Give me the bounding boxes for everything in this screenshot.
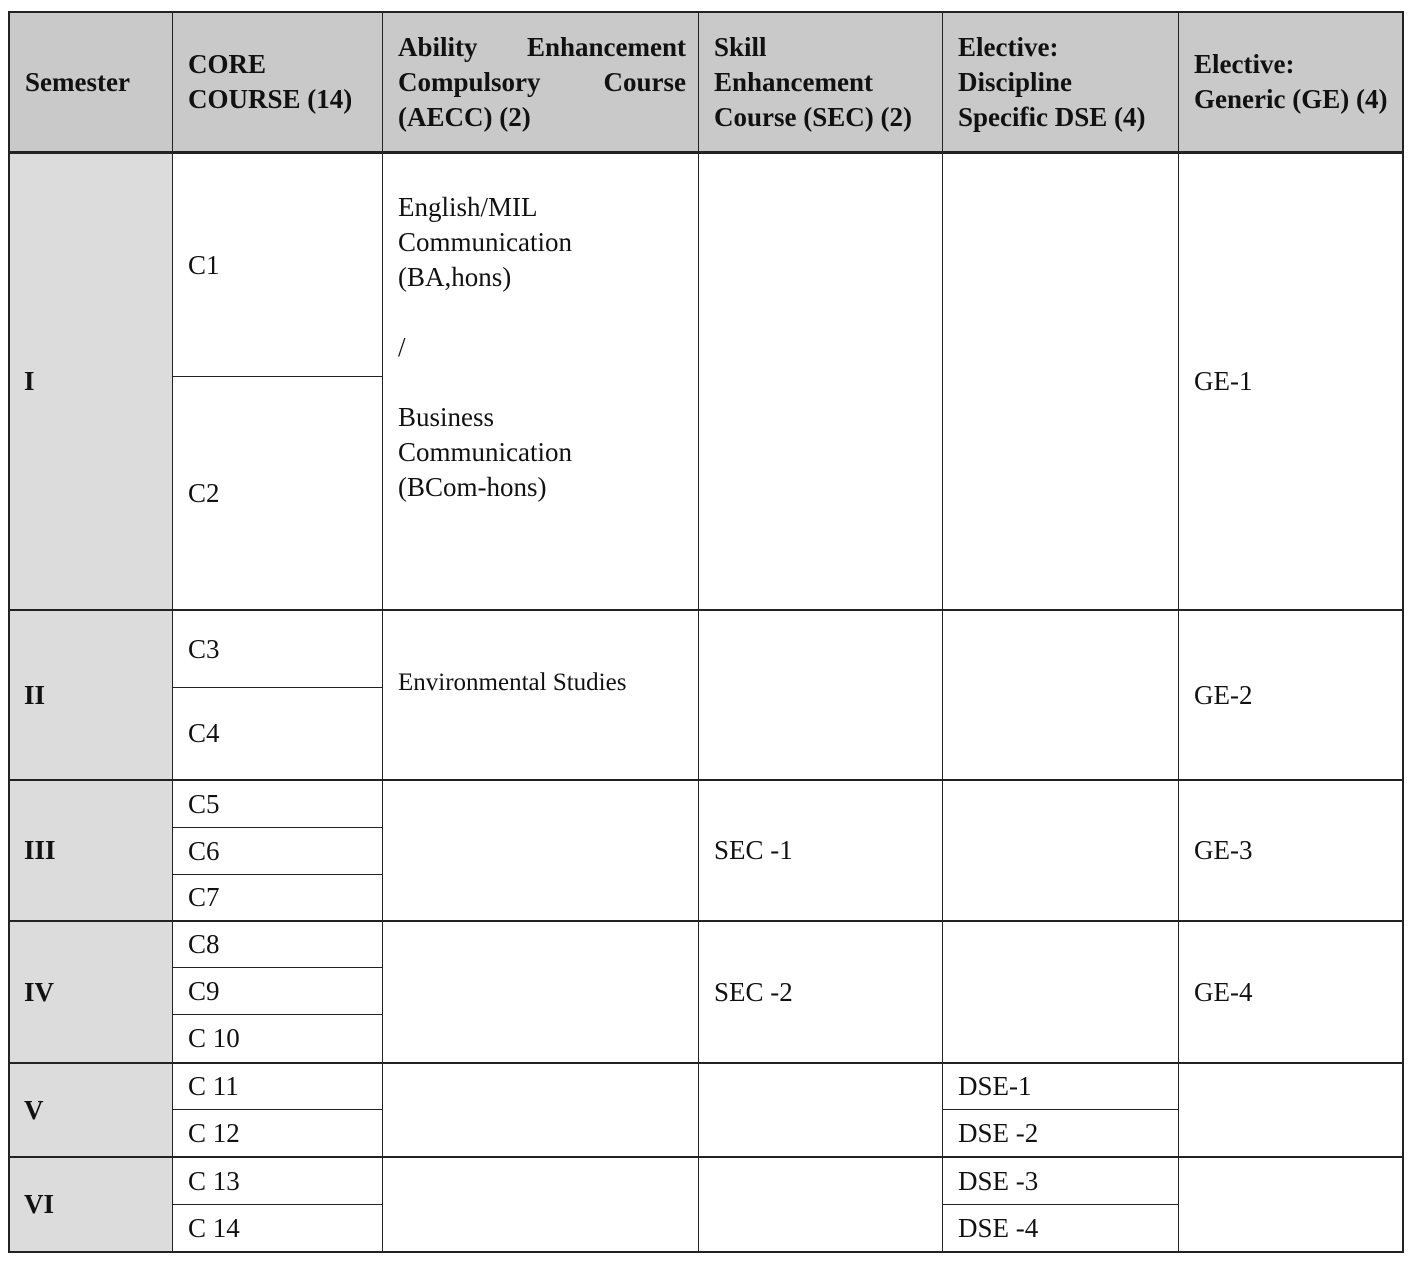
semester-cell-6: VI <box>8 1158 173 1253</box>
core-course-cell: C9 <box>173 968 383 1015</box>
semester-cell-1: I <box>8 154 173 611</box>
ge-cell: GE-1 <box>1179 154 1404 611</box>
core-course-cell: C 11 <box>173 1064 383 1110</box>
dse-cell-empty <box>943 922 1179 1064</box>
core-course-cell: C 12 <box>173 1110 383 1158</box>
semester-cell-4: IV <box>8 922 173 1064</box>
sec-cell-empty <box>699 154 943 611</box>
aecc-text-line: Business <box>398 402 495 432</box>
aecc-text-line: (BA,hons) <box>398 262 512 292</box>
header-dse: Elective: Discipline Specific DSE (4) <box>943 11 1179 154</box>
ge-cell: GE-3 <box>1179 781 1404 922</box>
header-ge: Elective: Generic (GE) (4) <box>1179 11 1404 154</box>
aecc-cell-empty <box>383 1158 699 1253</box>
header-sec: Skill Enhancement Course (SEC) (2) <box>699 11 943 154</box>
dse-cell: DSE -2 <box>943 1110 1179 1158</box>
sec-cell-empty <box>699 1158 943 1253</box>
core-course-cell: C3 <box>173 611 383 688</box>
aecc-cell-empty <box>383 781 699 922</box>
core-course-cell: C 13 <box>173 1158 383 1205</box>
ge-cell-empty <box>1179 1064 1404 1158</box>
dse-cell-empty <box>943 611 1179 781</box>
aecc-cell-empty <box>383 1064 699 1158</box>
aecc-text-line: English/MIL <box>398 192 538 222</box>
sec-cell-empty <box>699 611 943 781</box>
header-aecc: Ability Enhancement Compulsory Course (AECC) (2) <box>383 11 699 154</box>
dse-cell: DSE -4 <box>943 1205 1179 1253</box>
sec-cell: SEC -2 <box>699 922 943 1064</box>
semester-cell-3: III <box>8 781 173 922</box>
aecc-text-line: (BCom-hons) <box>398 472 547 502</box>
sec-cell: SEC -1 <box>699 781 943 922</box>
dse-cell-empty <box>943 781 1179 922</box>
ge-cell: GE-4 <box>1179 922 1404 1064</box>
semester-cell-5: V <box>8 1064 173 1158</box>
dse-cell: DSE-1 <box>943 1064 1179 1110</box>
sec-cell-empty <box>699 1064 943 1158</box>
core-course-cell: C1 <box>173 154 383 377</box>
core-course-cell: C6 <box>173 828 383 875</box>
dse-cell-empty <box>943 154 1179 611</box>
ge-cell-empty <box>1179 1158 1404 1253</box>
core-course-cell: C8 <box>173 922 383 968</box>
ge-cell: GE-2 <box>1179 611 1404 781</box>
core-course-cell: C 14 <box>173 1205 383 1253</box>
aecc-text-line: Communication <box>398 437 572 467</box>
aecc-cell-empty <box>383 922 699 1064</box>
aecc-text-line: Communication <box>398 227 572 257</box>
header-semester: Semester <box>8 11 173 154</box>
header-core-course: CORE COURSE (14) <box>173 11 383 154</box>
core-course-cell: C2 <box>173 377 383 611</box>
semester-cell-2: II <box>8 611 173 781</box>
core-course-cell: C 10 <box>173 1015 383 1064</box>
aecc-cell-sem2: Environmental Studies <box>383 611 699 781</box>
core-course-cell: C5 <box>173 781 383 828</box>
aecc-separator: / <box>398 332 406 362</box>
course-structure-table <box>8 11 1404 1257</box>
aecc-cell-sem1 <box>383 154 699 611</box>
core-course-cell: C4 <box>173 688 383 781</box>
core-course-cell: C7 <box>173 875 383 922</box>
dse-cell: DSE -3 <box>943 1158 1179 1205</box>
